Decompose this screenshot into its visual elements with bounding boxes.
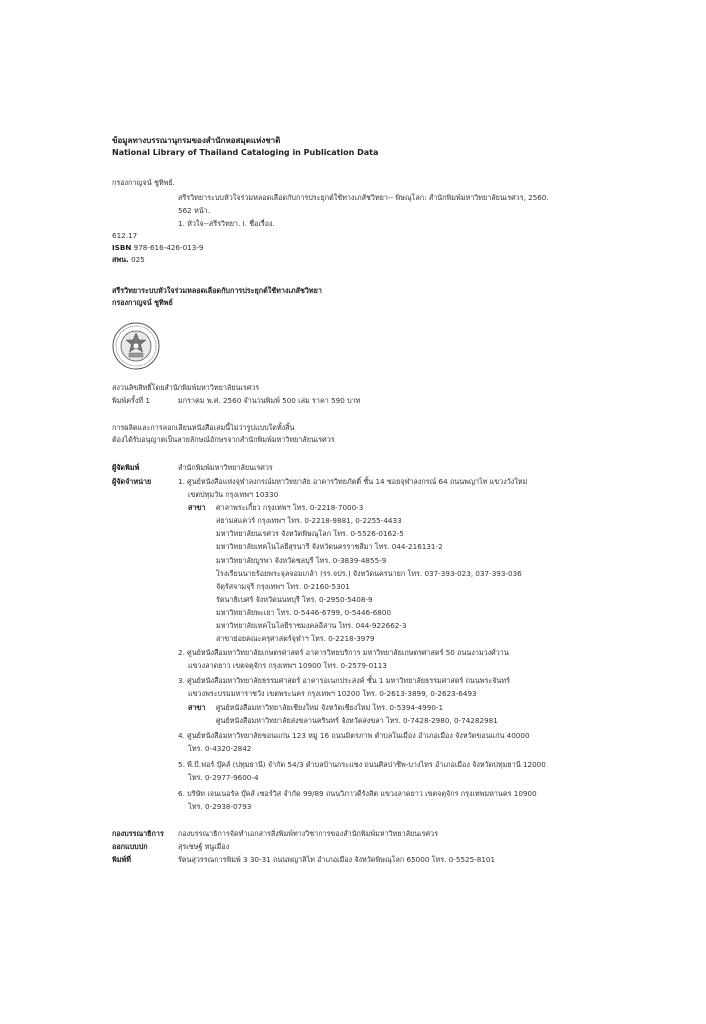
university-seal-icon <box>112 322 160 370</box>
pub-no-value: 025 <box>131 255 145 264</box>
distributor-4-line-1: 4. ศูนย์หนังสือมหาวิทยาลัยขอนแก่น 123 หมู่ 16 ถนนมิตรภาพ ตำบลในเมือง อำเภอเมือง จังหวัดขอนแก่น 40000 <box>178 731 530 740</box>
publisher-label: ผู้จัดพิมพ์ <box>112 463 140 472</box>
distributor-label: ผู้จัดจำหน่าย <box>112 477 152 486</box>
book-author: กรองกาญจน์ ชูทิพย์ <box>112 298 173 307</box>
distributor-4-line-2: โทร. 0-4320-2842 <box>188 744 252 753</box>
distributor-3-line-2: แขวงพระบรมมหาราชวัง เขตพระนคร กรุงเทพฯ 10200 โทร. 0-2613-3899, 0-2623-6493 <box>188 689 477 698</box>
publisher-name: สำนักพิมพ์มหาวิทยาลัยนเรศวร <box>178 463 273 472</box>
branch-label: สาขา <box>188 703 206 712</box>
cip-author: กรองกาญจน์ ชูทิพย์. <box>112 178 175 187</box>
editorial-label: กองบรรณาธิการ <box>112 829 164 838</box>
cip-isbn <box>112 243 203 252</box>
isbn-label: ISBN <box>112 243 132 252</box>
branch-item: มหาวิทยาลัยนเรศวร จังหวัดพิษณุโลก โทร. 0-5526-0162-5 <box>216 529 404 538</box>
branch-item: ศูนย์หนังสือมหาวิทยาลัยสงขลานครินทร์ จังหวัดสงขลา โทร. 0-7428-2980, 0-74282981 <box>216 716 498 725</box>
printer-value: รัตนสุวรรณการพิมพ์ 3 30-31 ถนนพญาลิไท อำเภอเมือง จังหวัดพิษณุโลก 65000 โทร. 0-5525-8101 <box>178 855 496 864</box>
branch-item: ศูนย์หนังสือมหาวิทยาลัยเชียงใหม่ จังหวัดเชียงใหม่ โทร. 0-5394-4990-1 <box>216 703 444 712</box>
branch-item: โรงเรียนนายร้อยพระจุลจอมเกล้า (รร.จปร.) จังหวัดนครนายก โทร. 037-393-023, 037-393-036 <box>216 569 522 578</box>
branch-item: ศาลาพระเกี้ยว กรุงเทพฯ โทร. 0-2218-7000-3 <box>216 503 364 512</box>
editorial-value: กองบรรณาธิการจัดทำเอกสารสิ่งพิมพ์ทางวิชาการของสำนักพิมพ์มหาวิทยาลัยนเรศวร <box>178 829 438 838</box>
printer-label: พิมพ์ที่ <box>112 855 131 864</box>
book-title: สรีรวิทยาระบบหัวใจร่วมหลอดเลือดกับการประยุกต์ใช้ทางเภสัชวิทยา <box>112 286 322 295</box>
cip-publication-number <box>112 255 145 264</box>
branch-label: สาขา <box>188 503 206 512</box>
branch-item: รัตนาธิเบศร์ จังหวัดนนทบุรี โทร. 0-2950-5408-9 <box>216 595 373 604</box>
distributor-5-line-2: โทร. 0-2977-9600-4 <box>188 773 259 782</box>
cip-title: สรีรวิทยาระบบหัวใจร่วมหลอดเลือดกับการประยุกต์ใช้ทางเภสัชวิทยา-- พิษณุโลก: สำนักพิมพ์มหาวิทยาลัยนเรศวร, 2560. <box>178 193 549 202</box>
reproduction-notice-line-1: การผลิตและการลอกเลียนหนังสือเล่มนี้ไม่ว่ารูปแบบใดทั้งสิ้น <box>112 423 295 432</box>
cip-class-number: 612.17 <box>112 231 138 240</box>
pub-no-label: สพน. <box>112 255 129 264</box>
cover-design-label: ออกแบบปก <box>112 842 148 851</box>
branch-item: มหาวิทยาลัยเทคโนโลยีสุรนารี จังหวัดนครราชสีมา โทร. 044-216131-2 <box>216 542 443 551</box>
copyright-notice: สงวนลิขสิทธิ์โดยสำนักพิมพ์มหาวิทยาลัยนเรศวร <box>112 383 260 392</box>
distributor-3-line-1: 3. ศูนย์หนังสือมหาวิทยาลัยธรรมศาสตร์ อาคารอเนกประสงค์ ชั้น 1 มหาวิทยาลัยธรรมศาสตร์ ถนนพระจันทร์ <box>178 676 510 685</box>
branch-item: มหาวิทยาลัยบูรพา จังหวัดชลบุรี โทร. 0-3839-4855-9 <box>216 556 387 565</box>
edition-label: พิมพ์ครั้งที่ 1 <box>112 396 150 405</box>
isbn-value: 978-616-426-013-9 <box>133 243 204 252</box>
cip-subjects: 1. หัวใจ--สรีรวิทยา. I. ชื่อเรื่อง. <box>178 219 275 228</box>
distributor-5-line-1: 5. พี.บี.ฟอร์ บุ๊คส์ (ปทุมธานี) จำกัด 54/3 ตำบลบ้านกระแชง ถนนศิลปาชีพ-บางไทร อำเภอเมือง จังหวัดปทุมธานี 12000 <box>178 760 546 769</box>
branch-item: สยามสแควร์ กรุงเทพฯ โทร. 0-2218-9881, 0-2255-4433 <box>216 516 402 525</box>
distributor-2-line-2: แขวงลาดยาว เขตจตุจักร กรุงเทพฯ 10900 โทร. 0-2579-0113 <box>188 661 387 670</box>
distributor-1-line-2: เขตปทุมวัน กรุงเทพฯ 10330 <box>188 490 279 499</box>
cip-pages: 562 หน้า. <box>178 206 210 215</box>
cip-header-english: National Library of Thailand Cataloging in Publication Data <box>112 148 379 157</box>
distributor-6-line-2: โทร. 0-2938-0793 <box>188 802 252 811</box>
branch-item: สาขาย่อยคณะครุศาสตร์จุฬาฯ โทร. 0-2218-3979 <box>216 634 375 643</box>
cover-design-value: สุรเชษฐ์ หนูเมือง <box>178 842 230 851</box>
reproduction-notice-line-2: ต้องได้รับอนุญาตเป็นลายลักษณ์อักษรจากสำนักพิมพ์มหาวิทยาลัยนเรศวร <box>112 435 335 444</box>
branch-item: จัตุรัสจามจุรี กรุงเทพฯ โทร. 0-2160-5301 <box>216 582 350 591</box>
edition-detail: มกราคม พ.ศ. 2560 จำนวนพิมพ์ 500 เล่ม ราคา 590 บาท <box>178 396 361 405</box>
cip-header-thai: ข้อมูลทางบรรณานุกรมของสำนักหอสมุดแห่งชาติ <box>112 136 281 145</box>
distributor-2-line-1: 2. ศูนย์หนังสือมหาวิทยาลัยเกษตรศาสตร์ อาคารวิทยบริการ มหาวิทยาลัยเกษตรศาสตร์ 50 ถนนงามวงศ์วาน <box>178 648 509 657</box>
distributor-6-line-1: 6. บริษัท เจนเนอรัล บุ๊คส์ เซอร์วิส จำกัด 99/89 ถนนวิภาวดีรังสิต แขวงลาดยาว เขตจตุจักร กรุงเทพมหานคร 10900 <box>178 789 537 798</box>
branch-item: มหาวิทยาลัยเทคโนโลยีราชมงคลอีสาน โทร. 044-922662-3 <box>216 621 407 630</box>
distributor-1-line-1: 1. ศูนย์หนังสือแห่งจุฬาลงกรณ์มหาวิทยาลัย อาคารวิทยภัตติ์ ชั้น 14 ซอยจุฬาลงกรณ์ 64 ถนนพญาไท แขวงวังใหม่ <box>178 477 528 486</box>
branch-item: มหาวิทยาลัยพะเยา โทร. 0-5446-6799, 0-5446-6800 <box>216 608 392 617</box>
